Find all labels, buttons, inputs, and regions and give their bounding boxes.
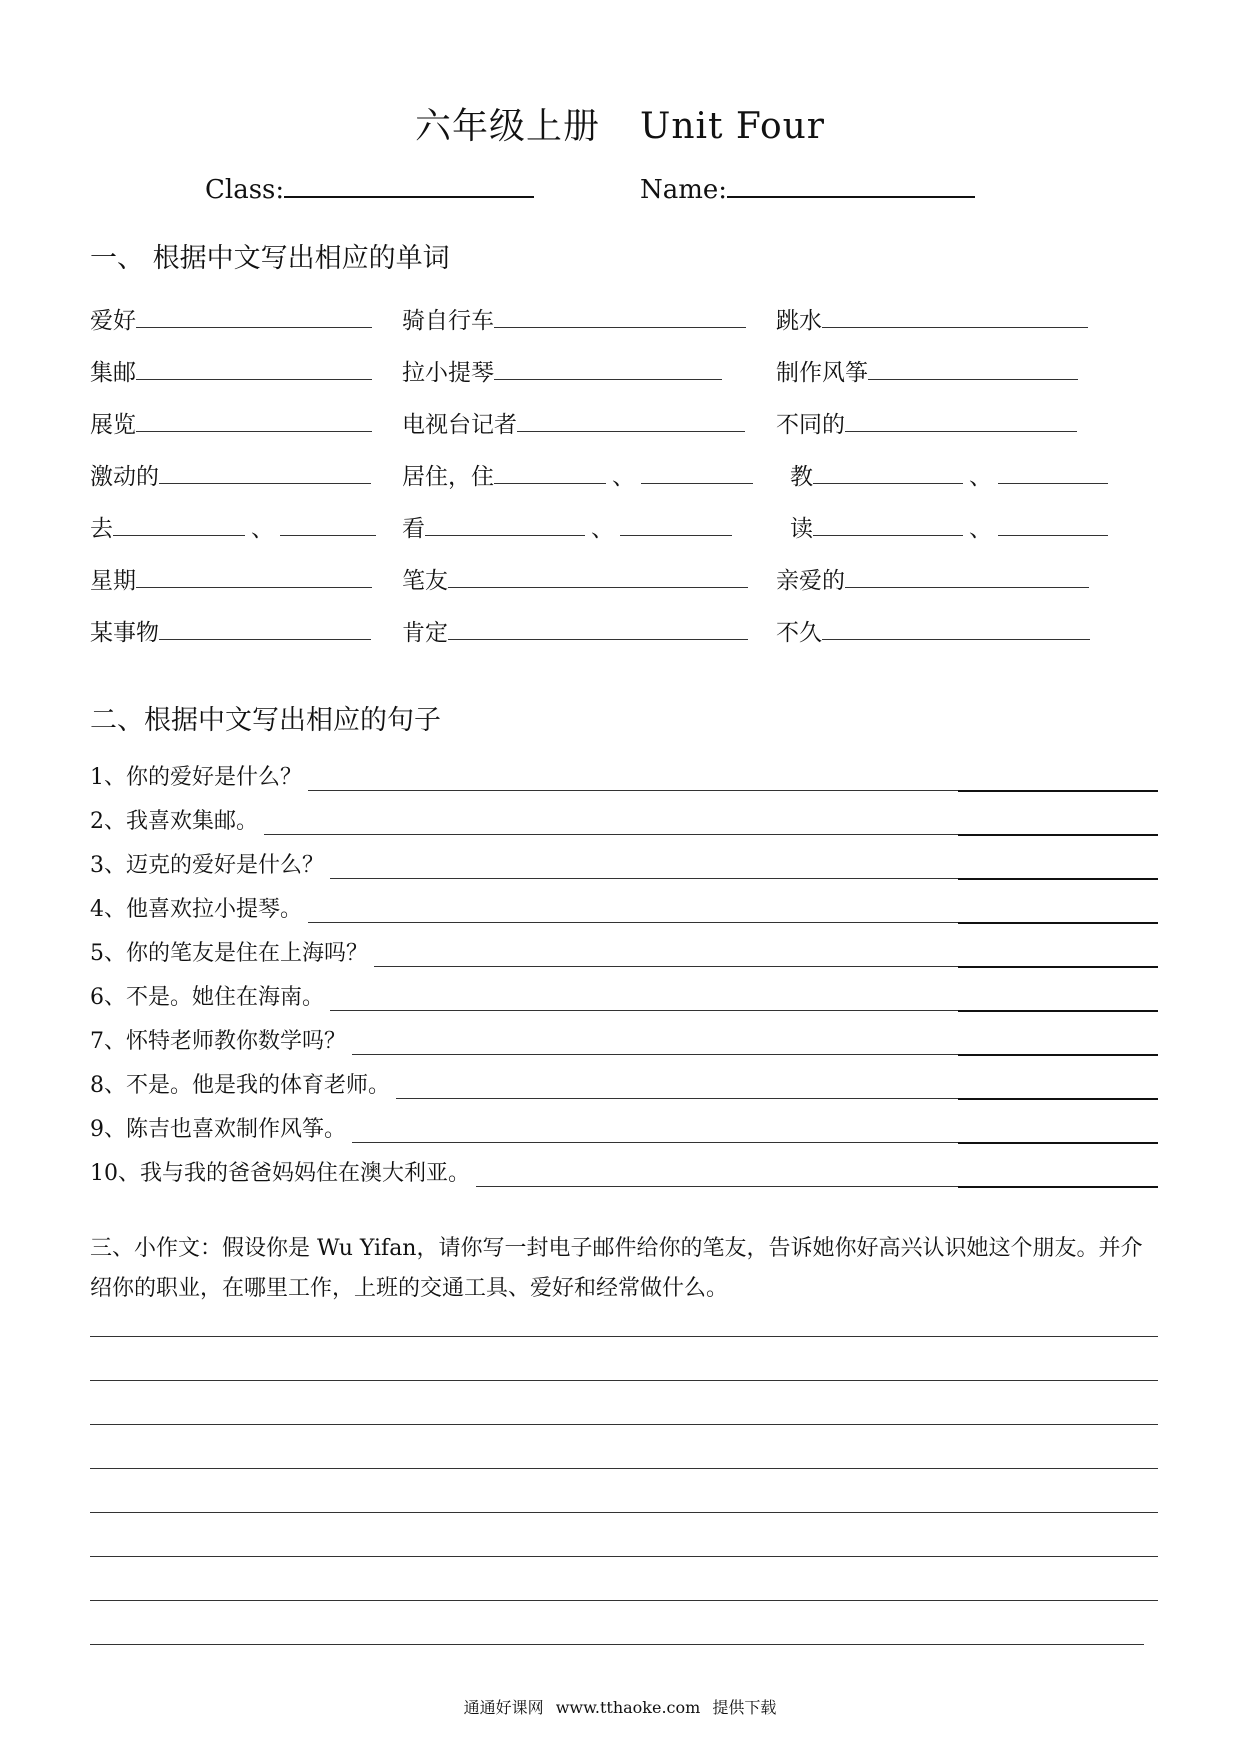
essay-line[interactable] bbox=[90, 1556, 1158, 1557]
essay-line[interactable] bbox=[90, 1644, 1144, 1645]
answer-line[interactable] bbox=[396, 1078, 1158, 1099]
word-item: 激动的 bbox=[90, 458, 371, 491]
sentence-row: 5、你的笔友是住在上海吗？ bbox=[90, 936, 1158, 967]
sentence-row: 9、陈吉也喜欢制作风筝。 bbox=[90, 1112, 1158, 1143]
class-field bbox=[205, 170, 534, 205]
essay-line[interactable] bbox=[90, 1380, 1158, 1381]
answer-line[interactable] bbox=[264, 814, 1158, 835]
sentence-row: 7、怀特老师教你数学吗？ bbox=[90, 1024, 1158, 1055]
word-item: 电视台记者 bbox=[402, 406, 745, 439]
sentence-row: 8、不是。他是我的体育老师。 bbox=[90, 1068, 1158, 1099]
title-chinese: 六年级上册 bbox=[414, 106, 600, 147]
section2-title: 二、根据中文写出相应的句子 bbox=[90, 705, 441, 736]
word-item: 爱好 bbox=[90, 302, 372, 335]
answer-line[interactable] bbox=[352, 1034, 1158, 1055]
essay-line[interactable] bbox=[90, 1600, 1158, 1601]
sentence-row: 2、我喜欢集邮。 bbox=[90, 804, 1158, 835]
word-item: 教 、 bbox=[790, 458, 1108, 491]
essay-line[interactable] bbox=[90, 1336, 1158, 1337]
answer-line[interactable] bbox=[374, 946, 1158, 967]
name-label: Name: bbox=[640, 175, 728, 205]
essay-line[interactable] bbox=[90, 1468, 1158, 1469]
answer-line[interactable] bbox=[308, 902, 1158, 923]
sentence-row: 6、不是。她住在海南。 bbox=[90, 980, 1158, 1011]
sentence-row: 3、迈克的爱好是什么？ bbox=[90, 848, 1158, 879]
sentence-row: 10、我与我的爸爸妈妈住在澳大利亚。 bbox=[90, 1156, 1158, 1187]
word-item: 集邮 bbox=[90, 354, 372, 387]
footer-suffix: 提供下载 bbox=[712, 1698, 777, 1717]
word-item: 居住，住 、 bbox=[402, 458, 753, 491]
answer-line[interactable] bbox=[308, 770, 1158, 791]
answer-line[interactable] bbox=[476, 1166, 1158, 1187]
name-input-line[interactable] bbox=[727, 170, 975, 198]
title-english: Unit Four bbox=[639, 106, 826, 147]
sentence-row: 1、你的爱好是什么？ bbox=[90, 760, 1158, 791]
word-item: 拉小提琴 bbox=[402, 354, 722, 387]
word-item: 看 、 bbox=[402, 510, 732, 543]
word-item: 星期 bbox=[90, 562, 372, 595]
word-item: 不同的 bbox=[776, 406, 1077, 439]
footer-site-name: 通通好课网 bbox=[463, 1698, 544, 1717]
essay-line[interactable] bbox=[90, 1424, 1158, 1425]
word-item: 不久 bbox=[776, 614, 1090, 647]
word-item: 跳水 bbox=[776, 302, 1088, 335]
answer-line[interactable] bbox=[330, 858, 1158, 879]
class-label: Class: bbox=[205, 175, 285, 205]
sentence-row: 4、他喜欢拉小提琴。 bbox=[90, 892, 1158, 923]
page-title bbox=[0, 98, 1240, 149]
section1-title: 一、 根据中文写出相应的单词 bbox=[90, 243, 450, 274]
word-item: 肯定 bbox=[402, 614, 748, 647]
word-item: 骑自行车 bbox=[402, 302, 746, 335]
word-item: 亲爱的 bbox=[776, 562, 1089, 595]
answer-line[interactable] bbox=[330, 990, 1158, 1011]
name-field bbox=[640, 170, 975, 205]
word-item: 制作风筝 bbox=[776, 354, 1078, 387]
answer-line[interactable] bbox=[352, 1122, 1158, 1143]
word-item: 去 、 bbox=[90, 510, 376, 543]
essay-prompt: 三、小作文：假设你是 Wu Yifan，请你写一封电子邮件给你的笔友，告诉她你好高兴认识她这个朋友。并介绍你的职业，在哪里工作，上班的交通工具、爱好和经常做什么。 bbox=[90, 1236, 1143, 1301]
word-item: 某事物 bbox=[90, 614, 371, 647]
word-item: 读 、 bbox=[790, 510, 1108, 543]
word-item: 展览 bbox=[90, 406, 372, 439]
footer bbox=[0, 1695, 1240, 1718]
footer-url[interactable]: www.tthaoke.com bbox=[555, 1698, 701, 1717]
word-item: 笔友 bbox=[402, 562, 748, 595]
class-input-line[interactable] bbox=[284, 170, 534, 198]
essay-line[interactable] bbox=[90, 1512, 1158, 1513]
